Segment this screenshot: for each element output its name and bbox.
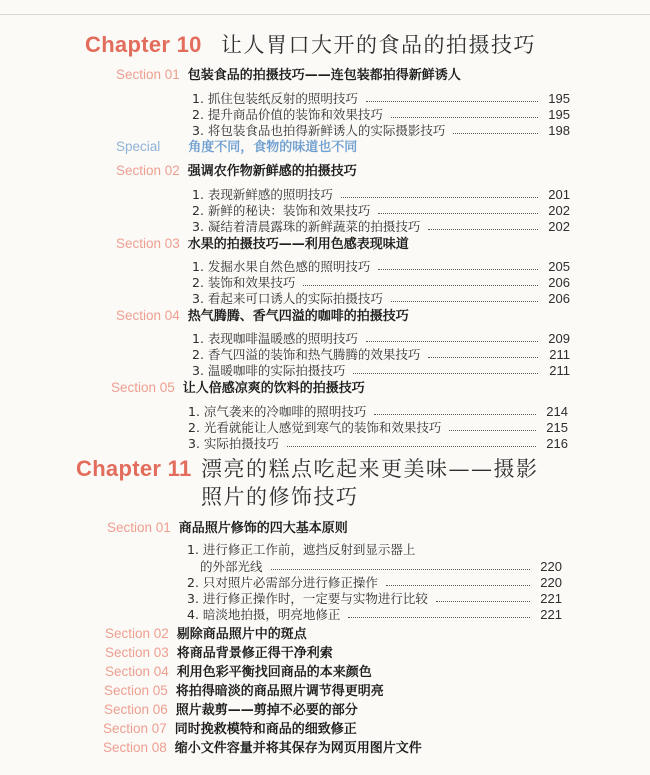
section-title: 照片裁剪——剪掉不必要的部分 bbox=[175, 703, 358, 718]
special-label: Special bbox=[116, 139, 161, 154]
section-title: 将拍得暗淡的商品照片调节得更明亮 bbox=[175, 684, 384, 699]
section-heading bbox=[116, 67, 461, 84]
section-heading bbox=[103, 740, 422, 757]
page-number: 195 bbox=[548, 107, 570, 122]
chapter-title-line-2: 照片的修饰技巧 bbox=[201, 485, 359, 509]
page-number: 206 bbox=[548, 275, 570, 290]
page-number: 202 bbox=[548, 203, 570, 218]
dot-leader bbox=[287, 445, 536, 447]
dot-leader bbox=[391, 300, 538, 302]
top-edge-line bbox=[0, 14, 650, 15]
section-label: Section 05 bbox=[111, 380, 175, 395]
toc-entry bbox=[192, 203, 570, 218]
section-heading bbox=[105, 664, 372, 681]
dot-leader bbox=[428, 356, 538, 358]
section-label: Section 02 bbox=[116, 163, 180, 178]
section-heading bbox=[104, 683, 384, 700]
section-title: 缩小文件容量并将其保存为网页用图片文件 bbox=[174, 741, 422, 756]
dot-leader bbox=[449, 429, 536, 431]
dot-leader bbox=[348, 616, 530, 618]
page-number: 214 bbox=[546, 404, 568, 419]
page-number: 206 bbox=[548, 291, 570, 306]
section-title: 将商品背景修正得干净利索 bbox=[176, 646, 333, 661]
entry-text: 3. 凝结着清晨露珠的新鲜蔬菜的拍摄技巧 bbox=[192, 219, 421, 234]
dot-leader bbox=[303, 284, 538, 286]
chapter-title: 让人胃口大开的食品的拍摄技巧 bbox=[221, 33, 536, 57]
section-label: Section 06 bbox=[104, 702, 168, 717]
toc-entry bbox=[200, 559, 562, 574]
section-label: Section 02 bbox=[105, 626, 169, 641]
toc-entry bbox=[192, 107, 570, 122]
section-label: Section 08 bbox=[103, 740, 167, 755]
section-title: 同时挽救模特和商品的细致修正 bbox=[174, 722, 357, 737]
toc-entry bbox=[192, 219, 570, 234]
chapter-heading bbox=[85, 32, 585, 62]
toc-entry bbox=[192, 291, 570, 306]
toc-entry bbox=[192, 363, 570, 378]
section-heading bbox=[104, 702, 358, 719]
entry-text: 1. 抓住包装纸反射的照明技巧 bbox=[192, 91, 358, 106]
chapter-title-line-1: 漂亮的糕点吃起来更美味——摄影 bbox=[201, 457, 539, 481]
toc-entry bbox=[187, 575, 562, 590]
page-number: 209 bbox=[548, 331, 570, 346]
section-label: Section 07 bbox=[103, 721, 167, 736]
page-number: 211 bbox=[549, 347, 570, 362]
section-title: 水果的拍摄技巧——利用色感表现味道 bbox=[187, 237, 409, 252]
entry-text: 3. 看起来可口诱人的实际拍摄技巧 bbox=[192, 291, 383, 306]
section-label: Section 04 bbox=[105, 664, 169, 679]
entry-text: 3. 实际拍摄技巧 bbox=[188, 436, 279, 451]
page-number: 221 bbox=[540, 607, 562, 622]
section-heading bbox=[105, 645, 333, 662]
dot-leader bbox=[378, 268, 538, 270]
section-heading bbox=[103, 721, 357, 738]
section-title: 包装食品的拍摄技巧——连包装都拍得新鲜诱人 bbox=[187, 68, 461, 83]
toc-entry bbox=[192, 347, 570, 362]
toc-entry bbox=[187, 591, 562, 606]
dot-leader bbox=[353, 372, 538, 374]
dot-leader bbox=[366, 100, 538, 102]
entry-text: 1. 发掘水果自然色感的照明技巧 bbox=[192, 259, 371, 274]
page-number: 205 bbox=[548, 259, 570, 274]
entry-text: 2. 光看就能让人感觉到寒气的装饰和效果技巧 bbox=[188, 420, 442, 435]
entry-text: 1. 表现新鲜感的照明技巧 bbox=[192, 187, 333, 202]
entry-text: 2. 只对照片必需部分进行修正操作 bbox=[187, 575, 378, 590]
page-number: 216 bbox=[546, 436, 568, 451]
section-heading bbox=[107, 520, 348, 537]
section-heading bbox=[116, 308, 409, 325]
dot-leader bbox=[366, 340, 538, 342]
section-title: 让人倍感凉爽的饮料的拍摄技巧 bbox=[182, 381, 365, 396]
toc-entry bbox=[192, 331, 570, 346]
section-title: 剔除商品照片中的斑点 bbox=[176, 627, 307, 642]
toc-entry bbox=[188, 404, 568, 419]
entry-text: 的外部光线 bbox=[200, 559, 263, 574]
section-label: Section 05 bbox=[104, 683, 168, 698]
toc-entry bbox=[187, 607, 562, 622]
entry-text: 2. 香气四溢的装饰和热气腾腾的效果技巧 bbox=[192, 347, 421, 362]
page-number: 221 bbox=[540, 591, 562, 606]
toc-entry bbox=[192, 259, 570, 274]
toc-entry bbox=[188, 436, 568, 451]
dot-leader bbox=[378, 212, 538, 214]
entry-text: 3. 温暖咖啡的实际拍摄技巧 bbox=[192, 363, 346, 378]
section-label: Section 01 bbox=[107, 520, 171, 535]
page-number: 215 bbox=[546, 420, 568, 435]
dot-leader bbox=[453, 132, 538, 134]
dot-leader bbox=[271, 568, 530, 570]
toc-entry bbox=[188, 420, 568, 435]
section-label: Section 01 bbox=[116, 67, 180, 82]
dot-leader bbox=[391, 116, 538, 118]
section-heading bbox=[116, 163, 357, 180]
entry-text: 1. 表现咖啡温暖感的照明技巧 bbox=[192, 331, 358, 346]
page-number: 198 bbox=[548, 123, 570, 138]
toc-entry bbox=[187, 542, 562, 557]
page-number: 211 bbox=[549, 363, 570, 378]
special-heading bbox=[116, 139, 357, 156]
page-number: 201 bbox=[548, 187, 570, 202]
chapter-number: Chapter 11 bbox=[76, 456, 192, 481]
chapter-heading bbox=[76, 456, 596, 514]
chapter-number: Chapter 10 bbox=[85, 32, 202, 57]
section-label: Section 04 bbox=[116, 308, 180, 323]
section-title: 热气腾腾、香气四溢的咖啡的拍摄技巧 bbox=[187, 309, 409, 324]
entry-text: 1. 进行修正工作前，遮挡反射到显示器上 bbox=[187, 542, 416, 557]
entry-text: 1. 凉气袭来的冷咖啡的照明技巧 bbox=[188, 404, 367, 419]
entry-text: 3. 进行修正操作时，一定要与实物进行比较 bbox=[187, 591, 428, 606]
toc-entry bbox=[192, 123, 570, 138]
toc-entry bbox=[192, 187, 570, 202]
dot-leader bbox=[428, 228, 538, 230]
dot-leader bbox=[386, 584, 530, 586]
page-number: 202 bbox=[548, 219, 570, 234]
section-heading bbox=[111, 380, 365, 397]
section-title: 利用色彩平衡找回商品的本来颜色 bbox=[176, 665, 372, 680]
dot-leader bbox=[341, 196, 538, 198]
section-title: 商品照片修饰的四大基本原则 bbox=[178, 521, 348, 536]
section-heading bbox=[105, 626, 307, 643]
toc-entry bbox=[192, 91, 570, 106]
entry-text: 2. 提升商品价值的装饰和效果技巧 bbox=[192, 107, 383, 122]
dot-leader bbox=[436, 600, 530, 602]
page-number: 195 bbox=[548, 91, 570, 106]
section-heading bbox=[116, 236, 409, 253]
entry-text: 2. 新鲜的秘诀：装饰和效果技巧 bbox=[192, 203, 371, 218]
dot-leader bbox=[374, 413, 536, 415]
section-label: Section 03 bbox=[116, 236, 180, 251]
entry-text: 4. 暗淡地拍摄，明亮地修正 bbox=[187, 607, 341, 622]
entry-text: 2. 装饰和效果技巧 bbox=[192, 275, 296, 290]
entry-text: 3. 将包装食品也拍得新鲜诱人的实际摄影技巧 bbox=[192, 123, 446, 138]
toc-entry bbox=[192, 275, 570, 290]
page-number: 220 bbox=[540, 559, 562, 574]
page-number: 220 bbox=[540, 575, 562, 590]
section-title: 强调农作物新鲜感的拍摄技巧 bbox=[187, 164, 357, 179]
special-title: 角度不同，食物的味道也不同 bbox=[188, 140, 358, 155]
section-label: Section 03 bbox=[105, 645, 169, 660]
